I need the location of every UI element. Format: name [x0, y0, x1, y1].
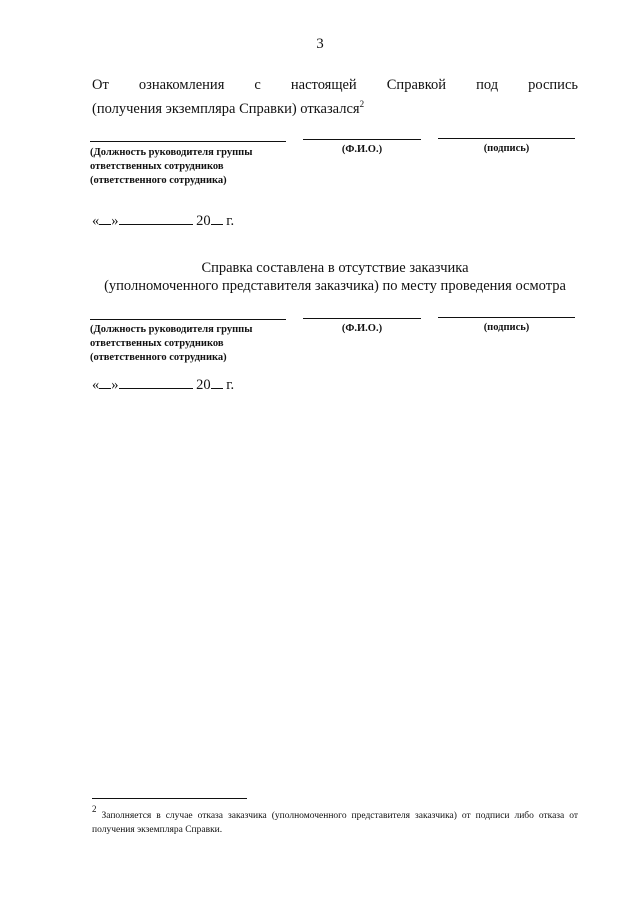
- day-blank: [99, 212, 111, 225]
- year-suffix: г.: [226, 213, 235, 229]
- position-label-2-3: (ответственного сотрудника): [90, 352, 227, 363]
- footnote-marker: 2: [92, 804, 97, 814]
- fio-label-1: (Ф.И.О.): [341, 144, 383, 155]
- position-label-2: ответственных сотрудников: [90, 161, 224, 172]
- date-field-2: [92, 376, 234, 394]
- signature-label-2: (подпись): [483, 322, 530, 333]
- refusal-line-1: От ознакомления с настоящей Справкой под роспись: [92, 77, 578, 93]
- signature-label-1: (подпись): [483, 143, 530, 154]
- year-prefix: 20: [196, 213, 211, 229]
- footnote-separator: [92, 798, 247, 799]
- year-suffix: г.: [226, 377, 235, 393]
- fio-line-2: [303, 318, 421, 319]
- month-blank: [119, 212, 193, 225]
- position-label-2-2: ответственных сотрудников: [90, 338, 224, 349]
- signature-line-1: [438, 138, 575, 139]
- absence-note-line-2: (уполномоченного представителя заказчика) по месту проведения осмотра: [104, 278, 566, 294]
- year-prefix: 20: [196, 377, 211, 393]
- position-label-1: (Должность руководителя группы: [90, 147, 253, 158]
- position-line-1: [90, 141, 286, 142]
- date-open-quote: «: [92, 213, 100, 229]
- position-label-2-1: (Должность руководителя группы: [90, 324, 253, 335]
- refusal-line-2-text: (получения экземпляра Справки) отказался: [92, 101, 360, 117]
- absence-note-line-1: Справка составлена в отсутствие заказчика: [201, 260, 469, 276]
- date-open-quote: «: [92, 377, 100, 393]
- month-blank: [119, 376, 193, 389]
- position-label-3: (ответственного сотрудника): [90, 175, 227, 186]
- fio-line-1: [303, 139, 421, 140]
- day-blank: [99, 376, 111, 389]
- footnote-reference: 2: [359, 99, 365, 109]
- date-field-1: [92, 212, 234, 230]
- signature-line-2: [438, 317, 575, 318]
- page-number: 3: [316, 36, 324, 52]
- fio-label-2: (Ф.И.О.): [341, 323, 383, 334]
- footnote: [92, 802, 578, 837]
- year-blank: [211, 212, 223, 225]
- position-line-2: [90, 319, 286, 320]
- refusal-line-2: [92, 95, 578, 118]
- date-close-quote: »: [111, 213, 119, 229]
- date-close-quote: »: [111, 377, 119, 393]
- year-blank: [211, 376, 223, 389]
- footnote-text: Заполняется в случае отказа заказчика (уполномоченного представителя заказчика) от подписи либо отказа от получения экземпляра Справки.: [92, 811, 579, 835]
